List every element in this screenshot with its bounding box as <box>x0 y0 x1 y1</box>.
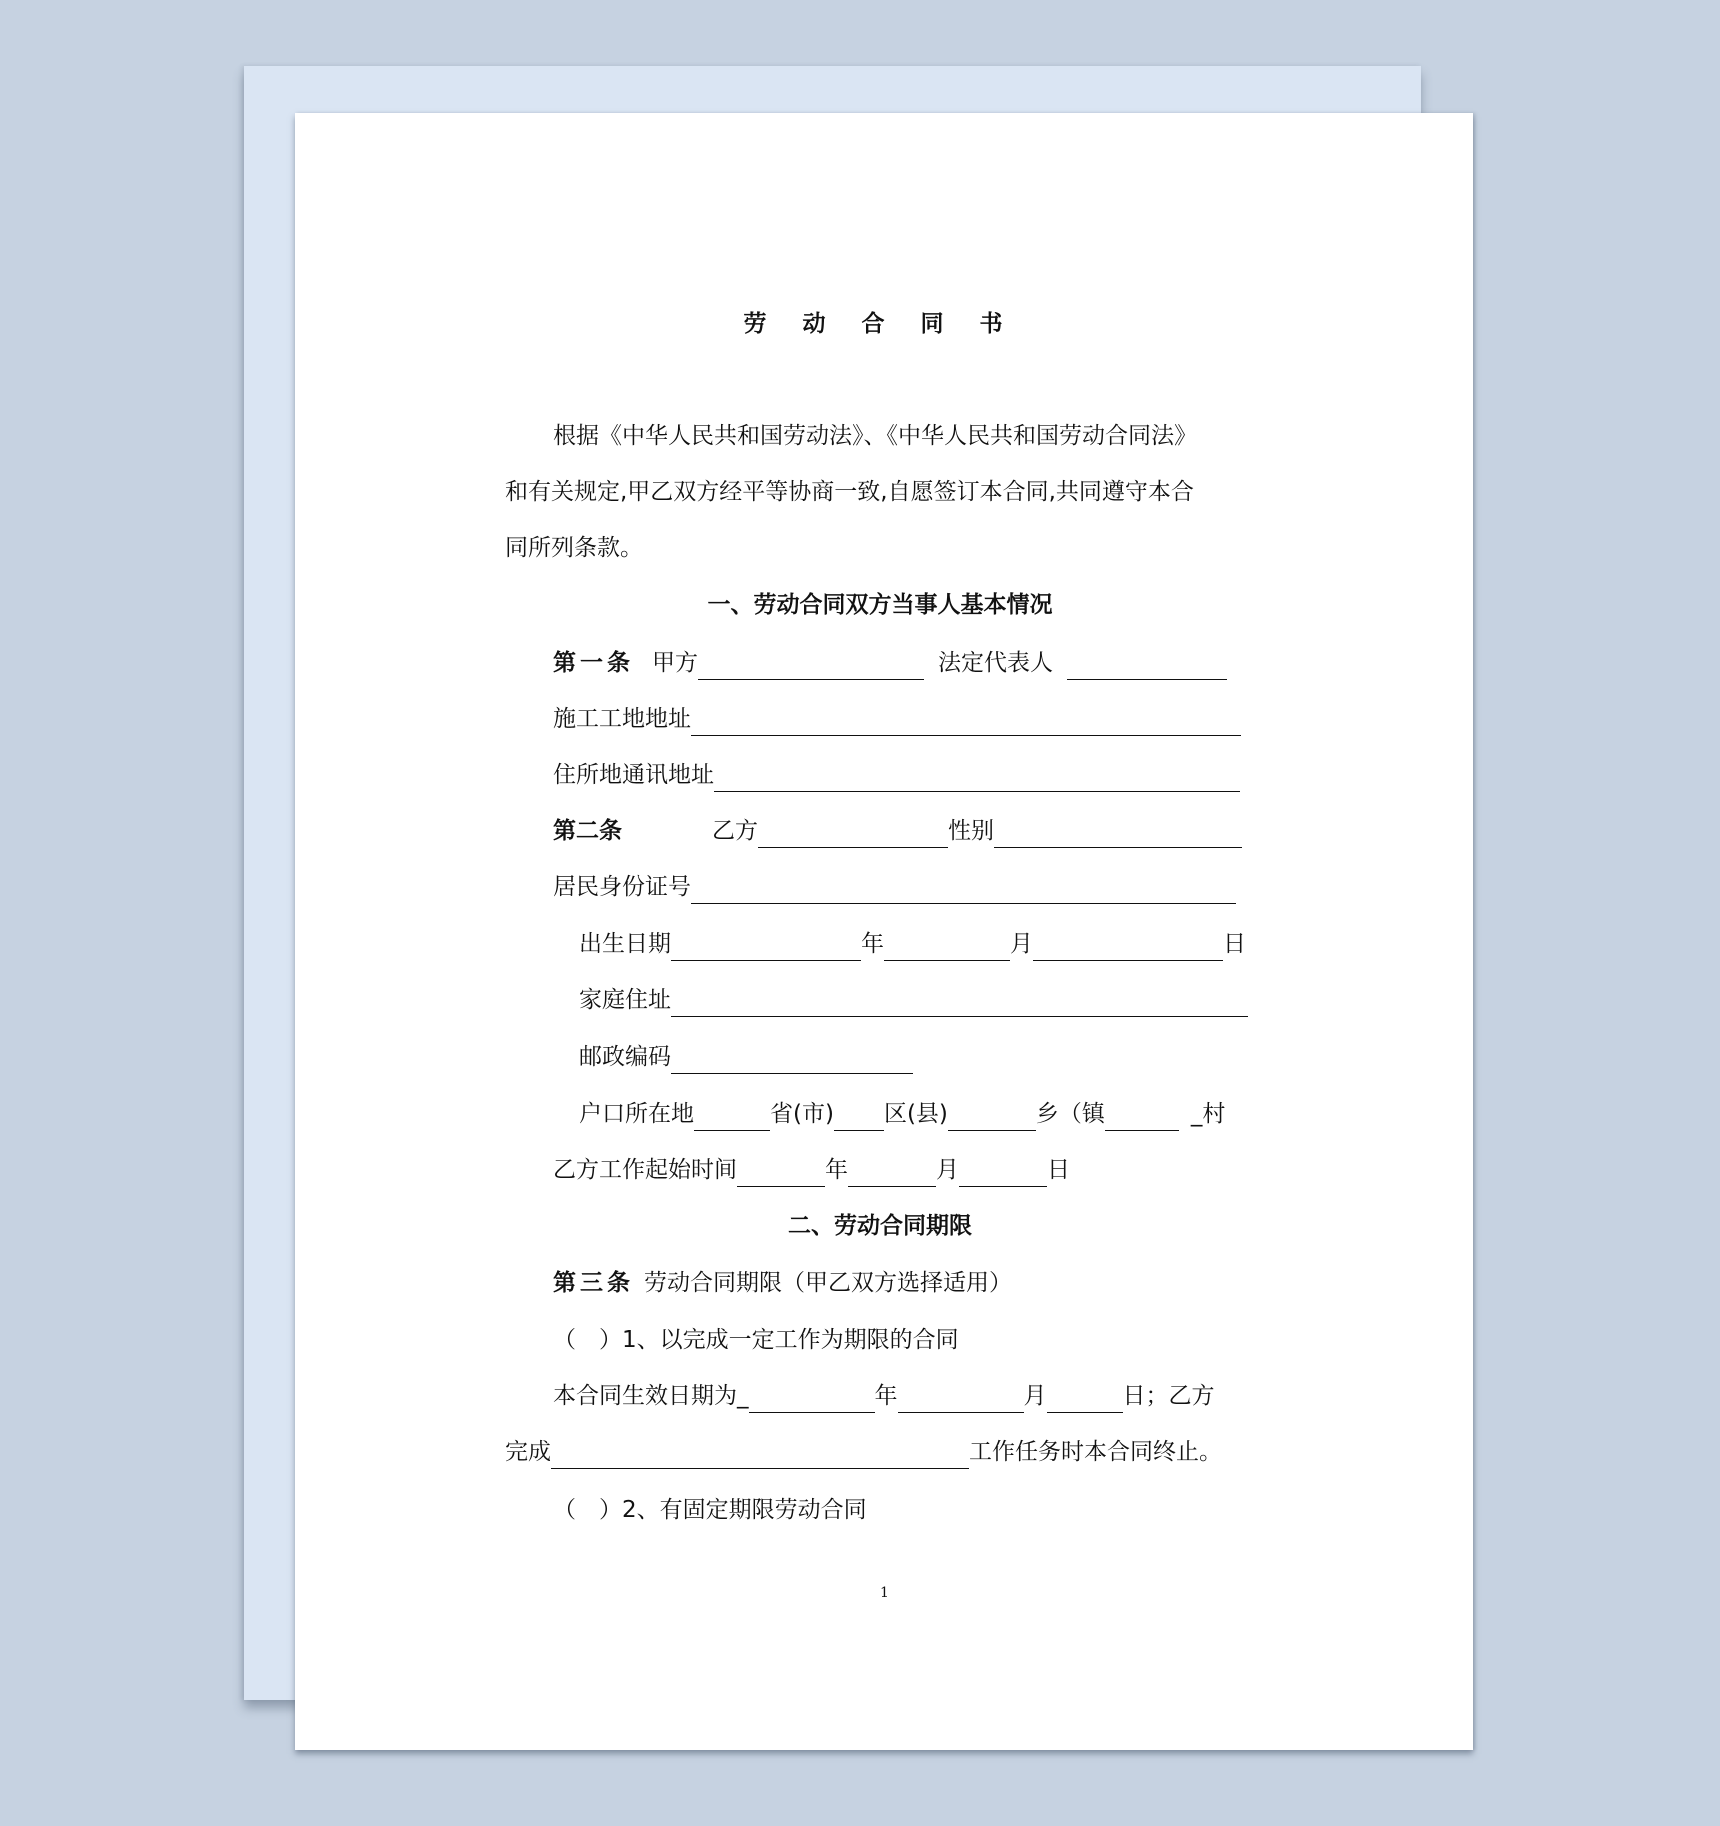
article-2-row <box>553 816 1242 846</box>
work-task-field[interactable] <box>551 1442 969 1469</box>
start-year-label: 年 <box>825 1157 848 1183</box>
article-3-label: 第三条 <box>553 1270 634 1296</box>
postal-code-row <box>579 1042 913 1072</box>
township-field[interactable] <box>948 1104 1036 1131</box>
eff-year-field[interactable] <box>749 1386 875 1413</box>
party-a-field[interactable] <box>698 653 924 680</box>
start-year-field[interactable] <box>737 1160 825 1187</box>
id-number-row <box>553 872 1236 902</box>
residence-address-row <box>553 760 1240 790</box>
eff-month-field[interactable] <box>898 1386 1024 1413</box>
party-a-label: 甲方 <box>652 650 698 676</box>
start-time-label: 乙方工作起始时间 <box>553 1157 737 1183</box>
birth-day-field[interactable] <box>1033 934 1223 961</box>
option-2-row[interactable] <box>553 1495 867 1525</box>
complete-end-label: 工作任务时本合同终止。 <box>969 1439 1222 1465</box>
site-address-field[interactable] <box>691 709 1241 736</box>
birth-date-label: 出生日期 <box>579 931 671 957</box>
intro-line-1: 根据《中华人民共和国劳动法》、《中华人民共和国劳动合同法》 <box>553 423 1197 449</box>
section-2-heading: 二、劳动合同期限 <box>788 1213 972 1239</box>
id-number-label: 居民身份证号 <box>553 874 691 900</box>
article-3-row <box>553 1268 1012 1298</box>
residence-address-field[interactable] <box>714 765 1240 792</box>
legal-rep-field[interactable] <box>1067 653 1227 680</box>
year-label: 年 <box>861 931 884 957</box>
district-label: 区(县) <box>883 1101 948 1127</box>
intro-line-3: 同所列条款。 <box>505 535 643 561</box>
village-field[interactable] <box>1105 1104 1179 1131</box>
article-2-label: 第二条 <box>553 818 622 844</box>
option-2-label: （ ）2、有固定期限劳动合同 <box>553 1497 867 1523</box>
residence-address-label: 住所地通讯地址 <box>553 762 714 788</box>
postal-code-label: 邮政编码 <box>579 1044 671 1070</box>
province-label: 省(市) <box>770 1101 834 1127</box>
effective-date-row <box>553 1381 1215 1411</box>
hukou-row <box>579 1099 1225 1129</box>
complete-row <box>505 1437 1222 1467</box>
eff-day-party-label: 日；乙方 <box>1122 1383 1215 1409</box>
party-b-label: 乙方 <box>712 818 758 844</box>
document-title: 劳 动 合 同 书 <box>743 311 1017 337</box>
home-address-label: 家庭住址 <box>579 987 671 1013</box>
eff-day-field[interactable] <box>1047 1386 1123 1413</box>
birth-month-field[interactable] <box>884 934 1010 961</box>
complete-label: 完成 <box>505 1439 551 1465</box>
province-field[interactable] <box>694 1104 770 1131</box>
birth-date-row <box>579 929 1246 959</box>
eff-month-label: 月 <box>1023 1383 1047 1409</box>
start-day-field[interactable] <box>959 1160 1047 1187</box>
intro-line-2: 和有关规定,甲乙双方经平等协商一致,自愿签订本合同,共同遵守本合 <box>505 479 1194 505</box>
article-1-row <box>553 648 1227 678</box>
eff-year-label: 年 <box>874 1383 898 1409</box>
start-day-label: 日 <box>1047 1157 1070 1183</box>
hukou-label: 户口所在地 <box>579 1101 694 1127</box>
month-label: 月 <box>1010 931 1033 957</box>
home-address-row <box>579 985 1248 1015</box>
page-number: 1 <box>880 1585 889 1601</box>
option-1-row[interactable] <box>553 1325 959 1355</box>
start-month-label: 月 <box>936 1157 959 1183</box>
option-1-label: （ ）1、以完成一定工作为期限的合同 <box>553 1327 959 1353</box>
site-address-row <box>553 704 1241 734</box>
article-3-text: 劳动合同期限（甲乙双方选择适用） <box>644 1270 1012 1296</box>
birth-year-field[interactable] <box>671 934 861 961</box>
start-month-field[interactable] <box>848 1160 936 1187</box>
district-field[interactable] <box>834 1104 884 1131</box>
article-1-label: 第一条 <box>553 650 634 676</box>
effective-date-label: 本合同生效日期为_ <box>553 1383 749 1409</box>
id-number-field[interactable] <box>691 877 1236 904</box>
village-label: _村 <box>1190 1101 1226 1127</box>
start-time-row <box>553 1155 1070 1185</box>
day-label: 日 <box>1223 931 1246 957</box>
site-address-label: 施工工地地址 <box>553 706 691 732</box>
section-1-heading: 一、劳动合同双方当事人基本情况 <box>707 592 1053 618</box>
postal-code-field[interactable] <box>671 1047 913 1074</box>
legal-rep-label: 法定代表人 <box>938 650 1053 676</box>
document-page <box>295 113 1473 1750</box>
gender-label: 性别 <box>948 818 994 844</box>
township-label: 乡（镇 <box>1035 1101 1105 1127</box>
home-address-field[interactable] <box>671 990 1248 1017</box>
gender-field[interactable] <box>994 821 1242 848</box>
party-b-field[interactable] <box>758 821 948 848</box>
